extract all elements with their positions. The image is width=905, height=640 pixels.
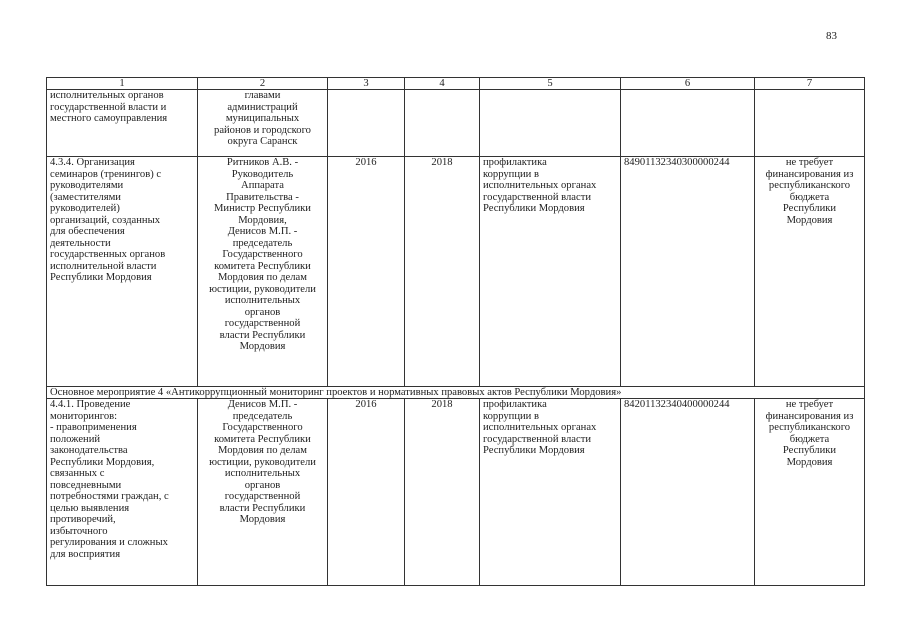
text-line: финансирования из <box>765 410 854 422</box>
text-line: исполнительных органов <box>50 90 164 101</box>
text-line: (заместителями <box>50 191 121 203</box>
table-row-4-3-4 <box>47 157 865 387</box>
text-line: Республики Мордовия <box>483 203 585 214</box>
text-line: государственной <box>224 491 301 502</box>
text-line: Мордовия <box>239 341 286 352</box>
text-line: Мордовия по делам <box>218 445 307 456</box>
column-header-7: 7 <box>755 78 865 90</box>
text-line: мониторингов: <box>50 410 118 422</box>
text-line: законодательства <box>50 445 128 456</box>
end-year-cell: 2018 <box>405 157 480 387</box>
text-line: округа Саранск <box>227 136 298 147</box>
result-cell <box>480 90 621 157</box>
responsible-cell <box>198 157 328 387</box>
text-line: государственных органов <box>50 249 166 260</box>
measure-name-cell <box>47 399 198 586</box>
text-line: связанных с <box>50 468 105 479</box>
text-line: 4.3.4. Организация <box>50 157 135 168</box>
text-line: Денисов М.П. - <box>227 226 298 237</box>
text-line: - правоприменения <box>50 422 137 433</box>
text-line: Мордовия <box>786 456 833 468</box>
text-line: Государственного <box>222 249 303 260</box>
column-header-2: 2 <box>198 78 328 90</box>
text-line: республиканского <box>768 180 851 191</box>
text-line: потребностями граждан, с <box>50 491 169 502</box>
text-line: исполнительной власти <box>50 260 157 272</box>
text-line: деятельности <box>50 237 111 249</box>
text-line: организаций, созданных <box>50 214 161 226</box>
text-line: 4.4.1. Проведение <box>50 399 131 410</box>
column-header-5: 5 <box>480 78 621 90</box>
responsible-cell <box>198 90 328 157</box>
budget-code-cell: 84901132340300000244 <box>621 157 755 387</box>
text-line: финансирования из <box>765 168 854 180</box>
text-line: Мордовия, <box>238 214 287 226</box>
text-line: Мордовия по делам <box>218 272 307 283</box>
text-line: Министр Республики <box>214 203 311 214</box>
text-line: Республики Мордовия <box>483 445 585 456</box>
start-year-cell <box>328 90 405 157</box>
page-number: 83 <box>826 30 837 42</box>
text-line: председатель <box>232 237 293 249</box>
text-line: бюджета <box>789 191 830 203</box>
text-line: власти Республики <box>219 502 306 514</box>
text-line: целью выявления <box>50 502 130 514</box>
text-line: руководителями <box>50 180 124 191</box>
text-line: противоречий, <box>50 514 116 525</box>
text-line: главами <box>244 90 281 101</box>
text-line: председатель <box>232 410 293 422</box>
text-line: не требует <box>785 399 834 410</box>
financing-cell <box>755 399 865 586</box>
text-line: Аппарата <box>241 180 284 191</box>
text-line: Государственного <box>222 422 303 433</box>
financing-cell <box>755 90 865 157</box>
text-line: бюджета <box>789 433 830 445</box>
budget-code-cell <box>621 90 755 157</box>
text-line: Мордовия <box>239 514 286 525</box>
measure-name-cell <box>47 157 198 387</box>
text-line: не требует <box>785 157 834 168</box>
text-line: власти Республики <box>219 329 306 341</box>
section-title: Основное мероприятие 4 «Антикоррупционный мониторинг проектов и нормативных правовых актов Республики Мордовия» <box>47 387 865 399</box>
budget-code-cell: 84201132340400000244 <box>621 399 755 586</box>
measure-name-cell <box>47 90 198 157</box>
text-line: государственной <box>224 318 301 329</box>
text-line: исполнительных <box>224 468 301 479</box>
text-line: органов <box>244 306 281 318</box>
text-line: юстиции, руководители <box>209 456 316 468</box>
text-line: государственной власти <box>483 191 592 203</box>
text-line: Республики <box>782 203 837 214</box>
end-year-cell: 2018 <box>405 399 480 586</box>
section-heading-row <box>47 387 865 399</box>
text-line: исполнительных органах <box>483 422 597 433</box>
column-header-3: 3 <box>328 78 405 90</box>
text-line: муниципальных <box>225 113 300 124</box>
column-header-4: 4 <box>405 78 480 90</box>
header-row <box>47 78 865 90</box>
text-line: государственной власти <box>483 433 592 445</box>
column-header-1: 1 <box>47 78 198 90</box>
text-line: исполнительных органах <box>483 180 597 191</box>
text-line: администраций <box>227 101 298 113</box>
text-line: избыточного <box>50 525 108 537</box>
text-line: исполнительных <box>224 295 301 306</box>
measures-table <box>46 77 865 586</box>
text-line: повседневными <box>50 479 122 491</box>
text-line: республиканского <box>768 422 851 433</box>
text-line: семинаров (тренингов) с <box>50 168 162 180</box>
text-line: местного самоуправления <box>50 113 168 124</box>
text-line: комитета Республики <box>214 260 311 272</box>
text-line: органов <box>244 479 281 491</box>
text-line: руководителей) <box>50 203 120 214</box>
text-line: профилактика <box>483 399 547 410</box>
text-line: государственной власти и <box>50 101 167 113</box>
financing-cell <box>755 157 865 387</box>
table-row-4-4-1 <box>47 399 865 586</box>
table-row-continuation <box>47 90 865 157</box>
text-line: Денисов М.П. - <box>227 399 298 410</box>
text-line: регулирования и сложных <box>50 537 168 548</box>
text-line: Республики Мордовия, <box>50 456 155 468</box>
text-line: Республики Мордовия <box>50 272 152 283</box>
end-year-cell <box>405 90 480 157</box>
responsible-cell <box>198 399 328 586</box>
text-line: юстиции, руководители <box>209 283 316 295</box>
text-line: Республики <box>782 445 837 456</box>
text-line: Руководитель <box>231 168 294 180</box>
result-cell <box>480 157 621 387</box>
text-line: Правительства - <box>226 191 299 203</box>
text-line: Ритников А.В. - <box>226 157 299 168</box>
text-line: для обеспечения <box>50 226 125 237</box>
text-line: комитета Республики <box>214 433 311 445</box>
start-year-cell: 2016 <box>328 157 405 387</box>
text-line: положений <box>50 433 101 445</box>
column-header-6: 6 <box>621 78 755 90</box>
text-line: профилактика <box>483 157 547 168</box>
text-line: для восприятия <box>50 548 121 560</box>
result-cell <box>480 399 621 586</box>
start-year-cell: 2016 <box>328 399 405 586</box>
text-line: Мордовия <box>786 214 833 226</box>
text-line: коррупции в <box>483 410 539 422</box>
text-line: районов и городского <box>214 124 311 136</box>
text-line: коррупции в <box>483 168 539 180</box>
